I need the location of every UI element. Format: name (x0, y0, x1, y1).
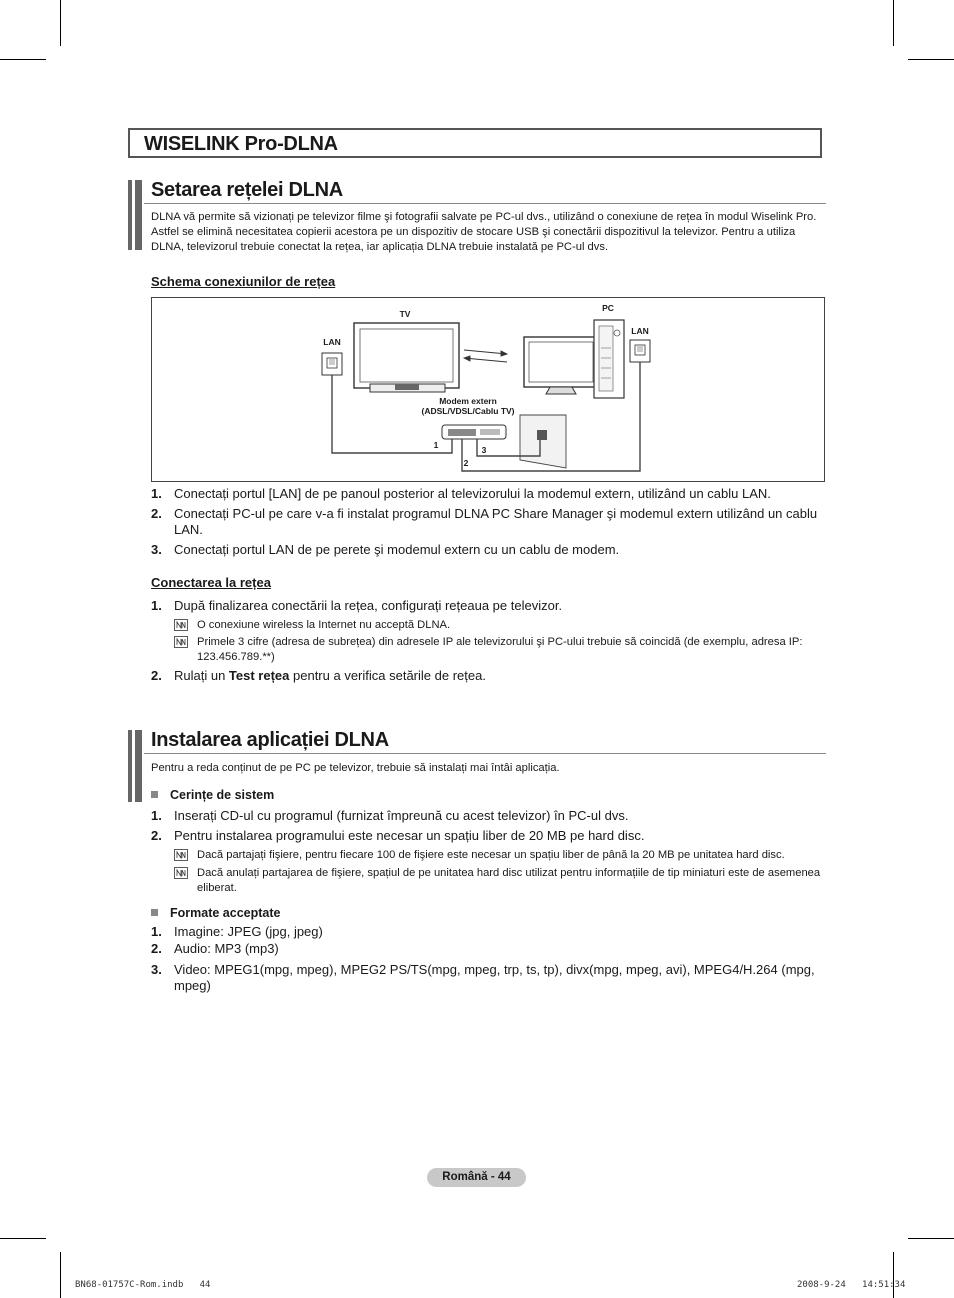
section-title: WISELINK Pro-DLNA (144, 133, 338, 155)
step-number: 2. (151, 941, 162, 956)
label-number-2: 2 (463, 458, 469, 468)
step-number: 1. (151, 486, 162, 501)
label-lan-pc: LAN (631, 326, 649, 336)
setup-title: Setarea rețelei DLNA (151, 179, 343, 201)
step-text: Conectați portul [LAN] de pe panoul posterior al televizorului la modemul extern, utilizând un cablu LAN. (174, 486, 771, 501)
lan-port-tv (322, 353, 342, 375)
label-modem-line2: (ADSL/VDSL/Cablu TV) (421, 406, 515, 416)
step-number: 3. (151, 962, 162, 977)
crop-mark (893, 1252, 894, 1298)
label-lan-tv: LAN (323, 337, 341, 347)
note-icon (174, 636, 188, 648)
crop-mark (908, 1238, 954, 1239)
install-title: Instalarea aplicației DLNA (151, 729, 389, 751)
tv-illustration (354, 323, 459, 392)
modem-illustration (442, 425, 506, 439)
note-icon (174, 867, 188, 879)
wall-socket (520, 415, 566, 468)
requirements-heading-text: Cerințe de sistem (170, 788, 275, 802)
note-text: Dacă anulați partajarea de fişiere, spațiul de pe unitatea hard disc utilizat pentru informațiile de tip miniaturi este de asemenea eliberat. (197, 867, 821, 894)
step-number: 2. (151, 668, 162, 683)
test-network-term: Test rețea (228, 668, 290, 683)
step-number: 1. (151, 598, 162, 613)
pc-tower (594, 320, 624, 398)
setup-intro: DLNA vă permite să vizionați pe televizor filme şi fotografii salvate pe PC-ul dvs., utilizând o conexiune de rețea în modul Wiselink Pro. Astfel se elimină necesitatea copierii acestora pe un dispozitiv de stocare USB şi conectării dispozitivul la televizor. Pentru a utiliza DLNA, televizorul trebuie conectat la rețea, iar aplicația DLNA trebuie instalată pe PC-ul dvs. (151, 211, 817, 253)
label-number-1: 1 (433, 440, 439, 450)
step-text: Conectați PC-ul pe care v-a fi instalat programul DLNA PC Share Manager şi modemul extern utilizând un cablu LAN. (174, 506, 818, 537)
label-pc: PC (602, 303, 614, 313)
step-text-pre: Rulați un (174, 668, 229, 683)
step-text (174, 668, 824, 684)
heading-bar (128, 730, 142, 802)
crop-mark (60, 0, 61, 46)
crop-mark (893, 0, 894, 46)
step-text: Inserați CD-ul cu programul (furnizat împreună cu acest televizor) în PC-ul dvs. (174, 808, 629, 823)
square-bullet-icon (151, 909, 158, 916)
heading-rule (144, 753, 826, 754)
exchange-arrows (464, 350, 507, 362)
step-text: Pentru instalarea programului este necesar un spațiu liber de 20 MB pe hard disc. (174, 828, 645, 843)
label-tv: TV (399, 309, 411, 319)
heading-rule (144, 203, 826, 204)
section-header (128, 128, 822, 158)
pc-monitor (524, 337, 598, 394)
step-number: 2. (151, 828, 162, 843)
note-text: Dacă partajați fişiere, pentru fiecare 100 de fişiere este necesar un spațiu liber de până la 20 MB pe unitatea hard disc. (197, 849, 785, 861)
connect-heading: Conectarea la rețea (151, 575, 271, 590)
requirements-heading (151, 788, 274, 802)
crop-mark (908, 59, 954, 60)
print-slug-right: 2008-9-24 14:51:34 (797, 1280, 906, 1290)
lan-port-pc (630, 340, 650, 362)
step-number: 1. (151, 924, 162, 939)
label-modem (400, 396, 536, 416)
step-text: Audio: MP3 (mp3) (174, 941, 279, 956)
crop-mark (0, 59, 46, 60)
crop-mark (60, 1252, 61, 1298)
page-number-badge: Română - 44 (427, 1168, 526, 1187)
step-text-post: pentru a verifica setările de rețea. (289, 668, 486, 683)
schema-heading: Schema conexiunilor de rețea (151, 274, 336, 289)
step-text: Imagine: JPEG (jpg, jpeg) (174, 924, 323, 939)
formats-heading-text: Formate acceptate (170, 906, 281, 920)
formats-heading (151, 906, 280, 920)
step-text: După finalizarea conectării la rețea, configurați rețeaua pe televizor. (174, 598, 563, 613)
label-number-3: 3 (481, 445, 487, 455)
square-bullet-icon (151, 791, 158, 798)
network-diagram (151, 297, 825, 482)
label-modem-line1: Modem extern (439, 396, 497, 406)
step-number: 2. (151, 506, 162, 521)
crop-mark (0, 1238, 46, 1239)
step-text: Video: MPEG1(mpg, mpeg), MPEG2 PS/TS(mpg, mpeg, trp, ts, tp), divx(mpg, mpeg, avi), MPEG4/H.264 (mpg, mpeg) (174, 962, 815, 993)
step-text: Conectați portul LAN de pe perete şi modemul extern cu un cablu de modem. (174, 542, 620, 557)
note-text: O conexiune wireless la Internet nu acceptă DLNA. (197, 619, 451, 631)
install-intro: Pentru a reda conținut de pe PC pe televizor, trebuie să instalați mai întâi aplicația. (151, 762, 560, 774)
print-slug-left: BN68-01757C-Rom.indb 44 (75, 1280, 211, 1290)
heading-bar (128, 180, 142, 250)
note-icon (174, 849, 188, 861)
note-icon (174, 619, 188, 631)
step-number: 3. (151, 542, 162, 557)
step-number: 1. (151, 808, 162, 823)
note-text: Primele 3 cifre (adresa de subrețea) din adresele IP ale televizorului şi PC-ului trebuie să coincidă (de exemplu, adresa IP: 123.456.789.**) (197, 636, 803, 663)
